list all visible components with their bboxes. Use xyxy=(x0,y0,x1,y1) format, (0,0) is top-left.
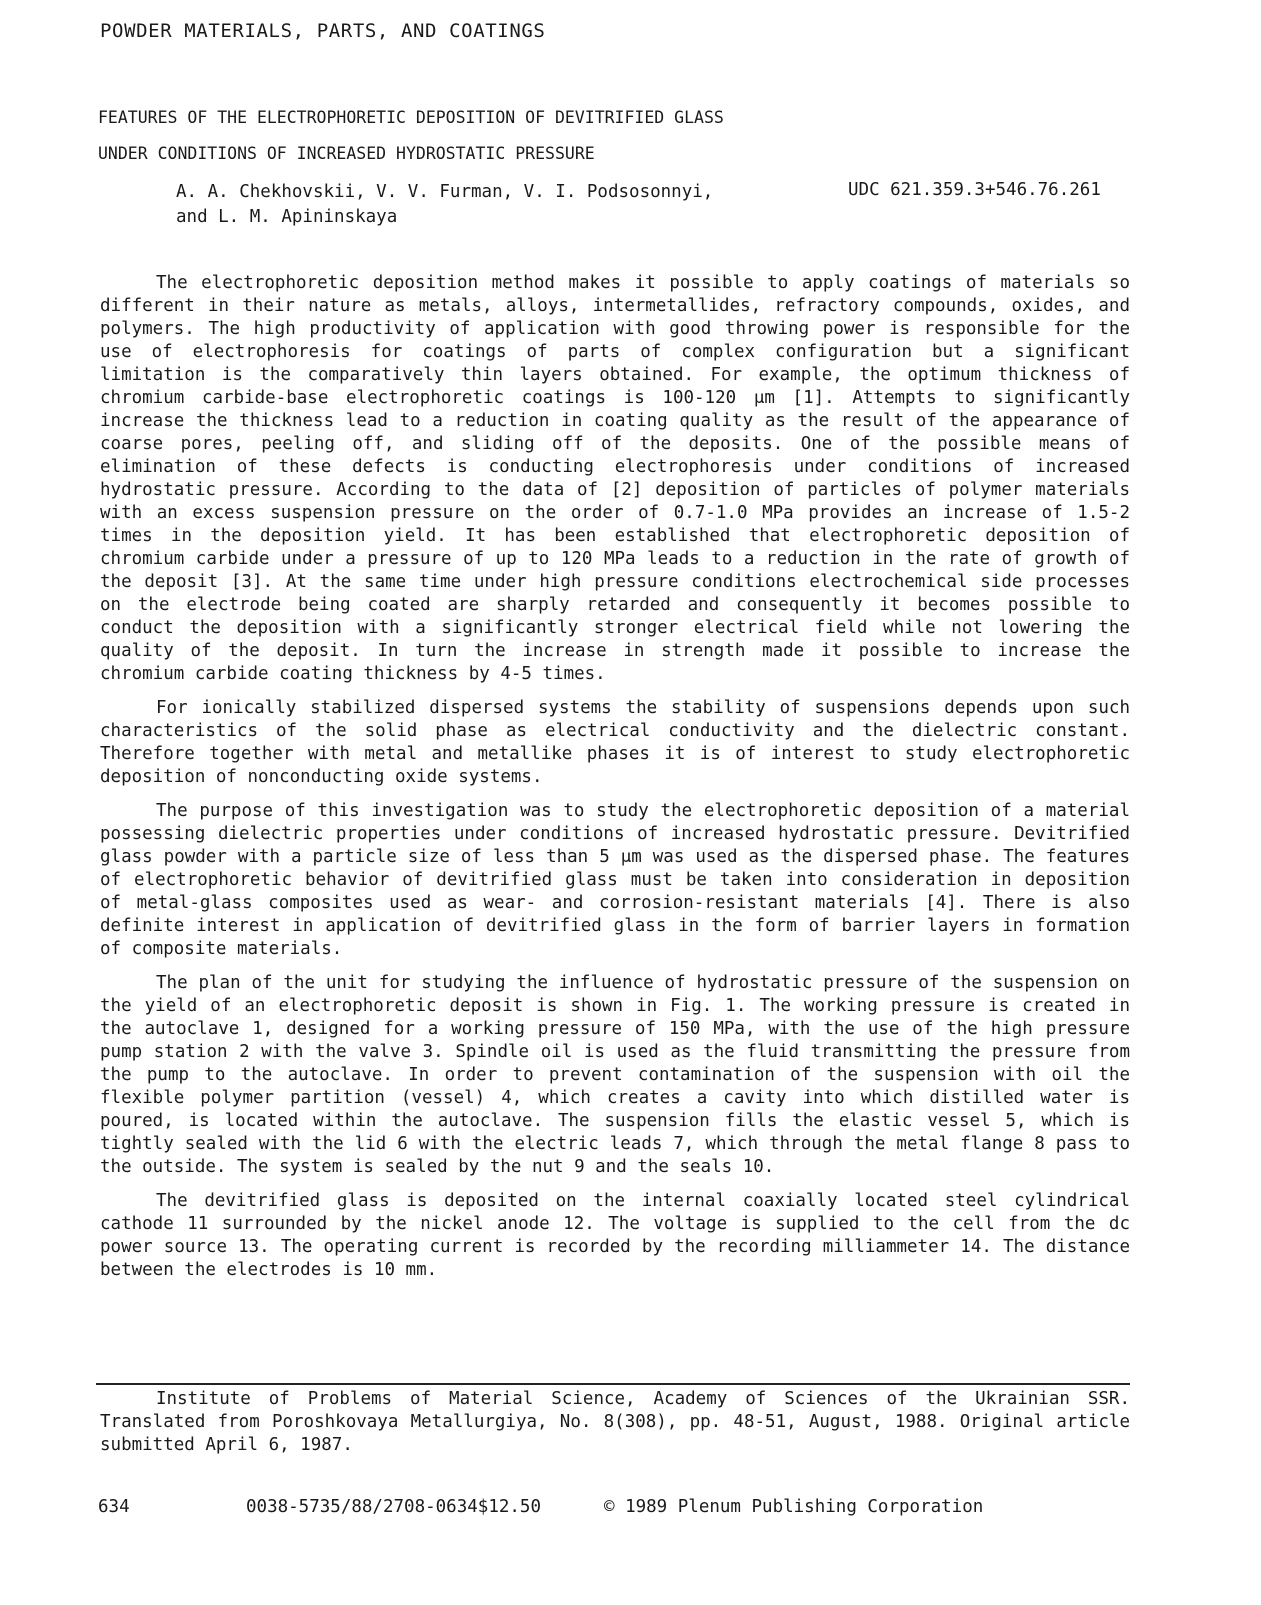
author-line-2: and L. M. Apininskaya xyxy=(176,207,398,227)
page-number: 634 xyxy=(98,1497,130,1517)
article-title xyxy=(98,100,724,172)
author-list xyxy=(176,180,713,230)
body-paragraph-1: The electrophoretic deposition method makes it possible to apply coatings of materials so different in their nature as metals, alloys, intermetallides, refractory compounds, oxides, and polymers. The high productivity of application with good throwing power is responsible for the use of electrophoresis for coatings of parts of complex configuration but a significant limitation is the comparatively thin layers obtained. For example, the optimum thickness of chromium carbide-base electrophoretic coatings is 100-120 μm [1]. Attempts to significantly increase the thickness lead to a reduction in coating quality as the result of the appearance of coarse pores, peeling off, and sliding off of the deposits. One of the possible means of elimination of these defects is conducting electrophoresis under conditions of increased hydrostatic pressure. According to the data of [2] deposition of particles of polymer materials with an excess suspension pressure on the order of 0.7-1.0 MPa provides an increase of 1.5-2 times in the deposition yield. It has been established that electrophoretic deposition of chromium carbide under a pressure of up to 120 MPa leads to a reduction in the rate of growth of the deposit [3]. At the same time under high pressure conditions electrochemical side processes on the electrode being coated are sharply retarded and consequently it becomes possible to conduct the deposition with a significantly stronger electrical field while not lowering the quality of the deposit. In turn the increase in strength made it possible to increase the chromium carbide coating thickness by 4-5 times. xyxy=(100,273,1130,684)
article-title-line-1: FEATURES OF THE ELECTROPHORETIC DEPOSITION OF DEVITRIFIED GLASS xyxy=(98,108,724,127)
affiliation-footnote xyxy=(100,1388,1130,1457)
article-body xyxy=(100,272,1130,1293)
udc-classification: UDC 621.359.3+546.76.261 xyxy=(848,180,1101,200)
footnote-text: Institute of Problems of Material Science, Academy of Sciences of the Ukrainian SSR. Translated from Poroshkovaya Metallurgiya, No. 8(308), pp. 48-51, August, 1988. Original article submitted April 6, 1987. xyxy=(100,1389,1130,1455)
journal-code: 0038-5735/88/2708-0634$12.50 xyxy=(246,1497,542,1517)
footnote-divider xyxy=(96,1383,1130,1385)
copyright-notice: © 1989 Plenum Publishing Corporation xyxy=(604,1497,984,1517)
section-header: POWDER MATERIALS, PARTS, AND COATINGS xyxy=(100,20,546,42)
article-title-line-2: UNDER CONDITIONS OF INCREASED HYDROSTATIC PRESSURE xyxy=(98,144,595,163)
body-paragraph-2: For ionically stabilized dispersed systems the stability of suspensions depends upon such characteristics of the solid phase as electrical conductivity and the dielectric constant. Therefore together with metal and metallike phases it is of interest to study electrophoretic deposition of nonconducting oxide systems. xyxy=(100,698,1130,787)
author-line-1: A. A. Chekhovskii, V. V. Furman, V. I. Podsosonnyi, xyxy=(176,182,714,202)
body-paragraph-3: The purpose of this investigation was to study the electrophoretic deposition of a material possessing dielectric properties under conditions of increased hydrostatic pressure. Devitrified glass powder with a particle size of less than 5 μm was used as the dispersed phase. The features of electrophoretic behavior of devitrified glass must be taken into consideration in deposition of metal-glass composites used as wear- and corrosion-resistant materials [4]. There is also definite interest in application of devitrified glass in the form of barrier layers in formation of composite materials. xyxy=(100,801,1130,959)
body-paragraph-4: The plan of the unit for studying the influence of hydrostatic pressure of the suspension on the yield of an electrophoretic deposit is shown in Fig. 1. The working pressure is created in the autoclave 1, designed for a working pressure of 150 MPa, with the use of the high pressure pump station 2 with the valve 3. Spindle oil is used as the fluid transmitting the pressure from the pump to the autoclave. In order to prevent contamination of the suspension with oil the flexible polymer partition (vessel) 4, which creates a cavity into which distilled water is poured, is located within the autoclave. The suspension fills the elastic vessel 5, which is tightly sealed with the lid 6 with the electric leads 7, which through the metal flange 8 pass to the outside. The system is sealed by the nut 9 and the seals 10. xyxy=(100,973,1130,1177)
body-paragraph-5: The devitrified glass is deposited on the internal coaxially located steel cylindrical cathode 11 surrounded by the nickel anode 12. The voltage is supplied to the cell from the dc power source 13. The operating current is recorded by the recording milliammeter 14. The distance between the electrodes is 10 mm. xyxy=(100,1191,1130,1280)
